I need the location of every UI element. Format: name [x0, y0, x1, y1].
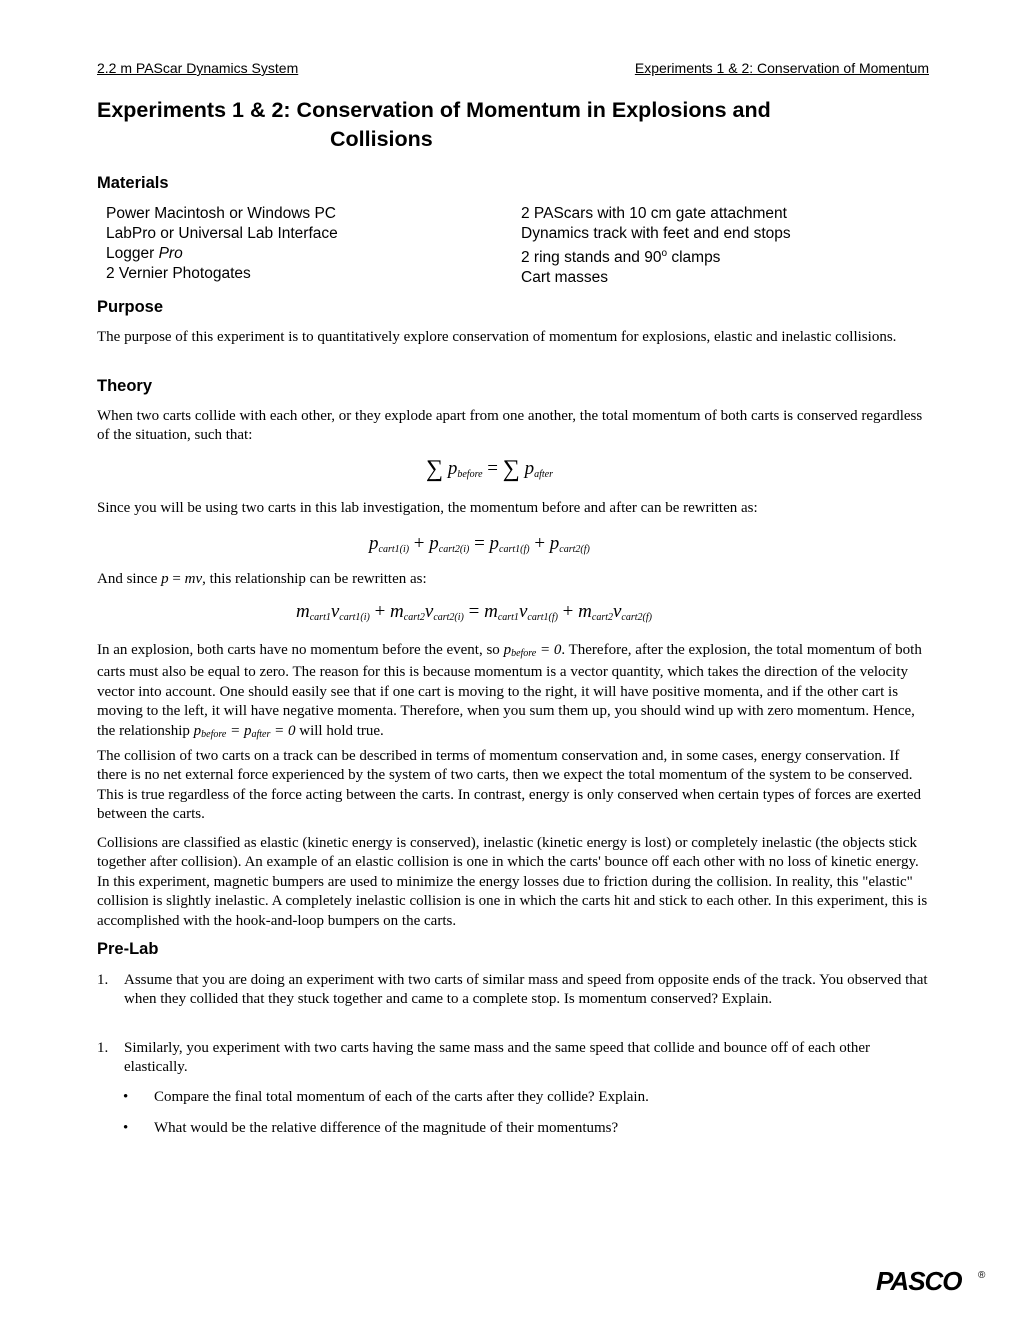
bullet-icon: •	[123, 1120, 129, 1136]
equation-momentum-sum	[426, 456, 553, 483]
text-run: =	[168, 571, 185, 587]
sigma-symbol: ∑	[502, 456, 520, 482]
material-logger: Logger	[106, 245, 155, 262]
item-number: 1.	[97, 972, 109, 988]
eq-var: m	[296, 601, 310, 622]
bullet-text: Compare the final total momentum of each of the carts after they collide? Explain.	[154, 1089, 649, 1105]
theory-explosion	[97, 641, 932, 744]
degree-symbol: o	[661, 248, 668, 259]
logo-wordmark: PASCO	[876, 1266, 962, 1296]
prelab-heading: Pre-Lab	[97, 940, 159, 958]
materials-right-list	[521, 204, 791, 288]
equation-mass-velocity	[296, 601, 652, 623]
item-number: 1.	[97, 1040, 109, 1056]
eq-sub: cart1(i)	[339, 612, 370, 623]
running-header	[97, 60, 929, 80]
eq-operator: =	[487, 458, 499, 479]
eq-sub: cart2(i)	[433, 612, 464, 623]
eq-operator: =	[474, 533, 485, 554]
material-item: Dynamics track with feet and end stops	[521, 225, 791, 242]
text-italic: p	[503, 642, 512, 658]
text-italic: = 0	[536, 642, 562, 658]
theory-classified: Collisions are classified as elastic (kinetic energy is conserved), inelastic (kinetic energy is lost) or completely inelastic (the objects stick together after collision). An example of an elastic collision is one in which the carts' bounce off each other with no loss of kinetic energy. In this experiment, magnetic bumpers are used to minimize the energy losses due to friction during the collision. In reality, this "elastic" collision is slightly inelastic. A completely inelastic collision is one in which the carts hit and stick to each other. In this experiment, this is accomplished with the hook-and-loop bumpers on the carts.	[97, 835, 928, 929]
material-clamps: clamps	[667, 249, 721, 267]
title-line-2: Collisions	[330, 127, 433, 151]
eq-var: v	[612, 601, 622, 622]
eq-var: m	[484, 601, 498, 622]
eq-sub: cart2	[403, 612, 425, 623]
eq-var: p	[429, 533, 439, 554]
eq-operator: +	[374, 601, 386, 622]
text-sub: after	[251, 728, 271, 740]
eq-sub: cart1	[497, 612, 519, 623]
equation-two-carts	[369, 533, 590, 555]
eq-sub: cart1(f)	[527, 612, 558, 623]
item-text: Similarly, you experiment with two carts having the same mass and the same speed that collide and bounce off of each other elastically.	[124, 1040, 871, 1076]
text-italic: = 0	[270, 722, 296, 739]
theory-two-carts: Since you will be using two carts in this lab investigation, the momentum before and after can be rewritten as:	[97, 500, 758, 516]
eq-sub: cart2(f)	[559, 544, 590, 555]
materials-heading: Materials	[97, 174, 169, 192]
eq-var: p	[524, 458, 535, 479]
item-text: Assume that you are doing an experiment with two carts of similar mass and speed from opposite ends of the track. You observed that when they collided that they stuck together and came to a complete stop. Is momentum conserved? Explain.	[124, 972, 928, 1008]
text-run: And since	[97, 571, 162, 587]
eq-sub: after	[534, 469, 554, 480]
text-sub: before	[511, 648, 537, 659]
eq-sub: cart1(i)	[378, 544, 410, 555]
eq-sub: cart2(i)	[438, 544, 470, 555]
text-run: , this relationship can be rewritten as:	[202, 571, 427, 587]
eq-sub: before	[457, 469, 483, 480]
registered-mark: ®	[978, 1270, 986, 1281]
eq-sub: cart2	[591, 612, 613, 623]
eq-operator: +	[562, 601, 574, 622]
bullet-icon: •	[123, 1089, 129, 1105]
eq-var: m	[390, 601, 404, 622]
materials-left-list	[106, 204, 338, 284]
title-line-1: Experiments 1 & 2: Conservation of Momentum in Explosions and	[97, 98, 771, 122]
eq-operator: +	[534, 533, 546, 554]
prelab-item	[97, 971, 932, 1029]
eq-operator: =	[468, 601, 480, 622]
theory-and-since	[97, 570, 932, 589]
text-sub: before	[201, 728, 227, 740]
material-ring-stands: 2 ring stands and 90	[521, 249, 662, 267]
eq-var: p	[369, 533, 379, 554]
material-item: LabPro or Universal Lab Interface	[106, 225, 338, 242]
eq-var: p	[447, 458, 458, 479]
material-item	[106, 244, 338, 264]
text-run: . Therefore, after the explosion, the total momentum of both carts must also be equal to zero. The reason for this is because momentum is a vector quantity, which takes the direction of the velocity vector into account. One should easily see that if one cart is moving to the right, it will have positive momenta, and if the other cart is moving to the left, it will have negative momenta. Therefore, when you sum them up, you should wind up with zero momentum. Hence, the relationship	[97, 642, 922, 739]
material-item: Power Macintosh or Windows PC	[106, 205, 336, 222]
material-item	[521, 244, 791, 268]
eq-var: v	[518, 601, 528, 622]
header-left: 2.2 m PAScar Dynamics System	[97, 60, 299, 76]
eq-sub: cart2(f)	[621, 612, 652, 623]
eq-var: v	[424, 601, 434, 622]
material-logger-pro: Pro	[158, 245, 183, 262]
eq-operator: +	[413, 533, 425, 554]
eq-var: v	[330, 601, 340, 622]
text-italic: p	[243, 722, 252, 739]
theory-collision: The collision of two carts on a track can be described in terms of momentum conservation and, in some cases, energy conservation. If there is no net external force experienced by the system of two carts, then we expect the total momentum of the system to be conserved. This is true regardless of the force acting between the carts. In contrast, energy is only conserved when certain types of forces are exerted between the carts.	[97, 748, 921, 823]
sigma-symbol: ∑	[426, 456, 444, 482]
theory-intro: When two carts collide with each other, or they explode apart from one another, the total momentum of both carts is conserved regardless of the situation, such that:	[97, 408, 923, 444]
page-title	[97, 96, 929, 154]
prelab-item	[97, 1039, 932, 1078]
text-run: In an explosion, both carts have no momentum before the event, so	[97, 642, 504, 658]
eq-var: p	[549, 533, 560, 554]
bullet-text: What would be the relative difference of the magnitude of their momentums?	[154, 1120, 619, 1136]
purpose-heading: Purpose	[97, 298, 164, 316]
theory-heading: Theory	[97, 377, 153, 395]
text-italic: mv	[184, 571, 203, 587]
material-item: 2 Vernier Photogates	[106, 265, 251, 282]
text-italic: =	[226, 722, 244, 739]
text-italic: p	[161, 571, 169, 587]
eq-sub: cart1	[309, 612, 331, 623]
purpose-text: The purpose of this experiment is to quantitatively explore conservation of momentum for explosions, elastic and inelastic collisions.	[97, 329, 897, 345]
eq-sub: cart1(f)	[499, 544, 530, 555]
header-right: Experiments 1 & 2: Conservation of Momentum	[634, 60, 929, 76]
text-run: will hold true.	[295, 722, 384, 739]
material-item: Cart masses	[521, 269, 608, 287]
material-item: 2 PAScars with 10 cm gate attachment	[521, 205, 787, 222]
text-italic: p	[193, 722, 202, 739]
eq-var: m	[578, 601, 592, 622]
pasco-logo	[876, 1266, 991, 1296]
eq-var: p	[489, 533, 500, 554]
